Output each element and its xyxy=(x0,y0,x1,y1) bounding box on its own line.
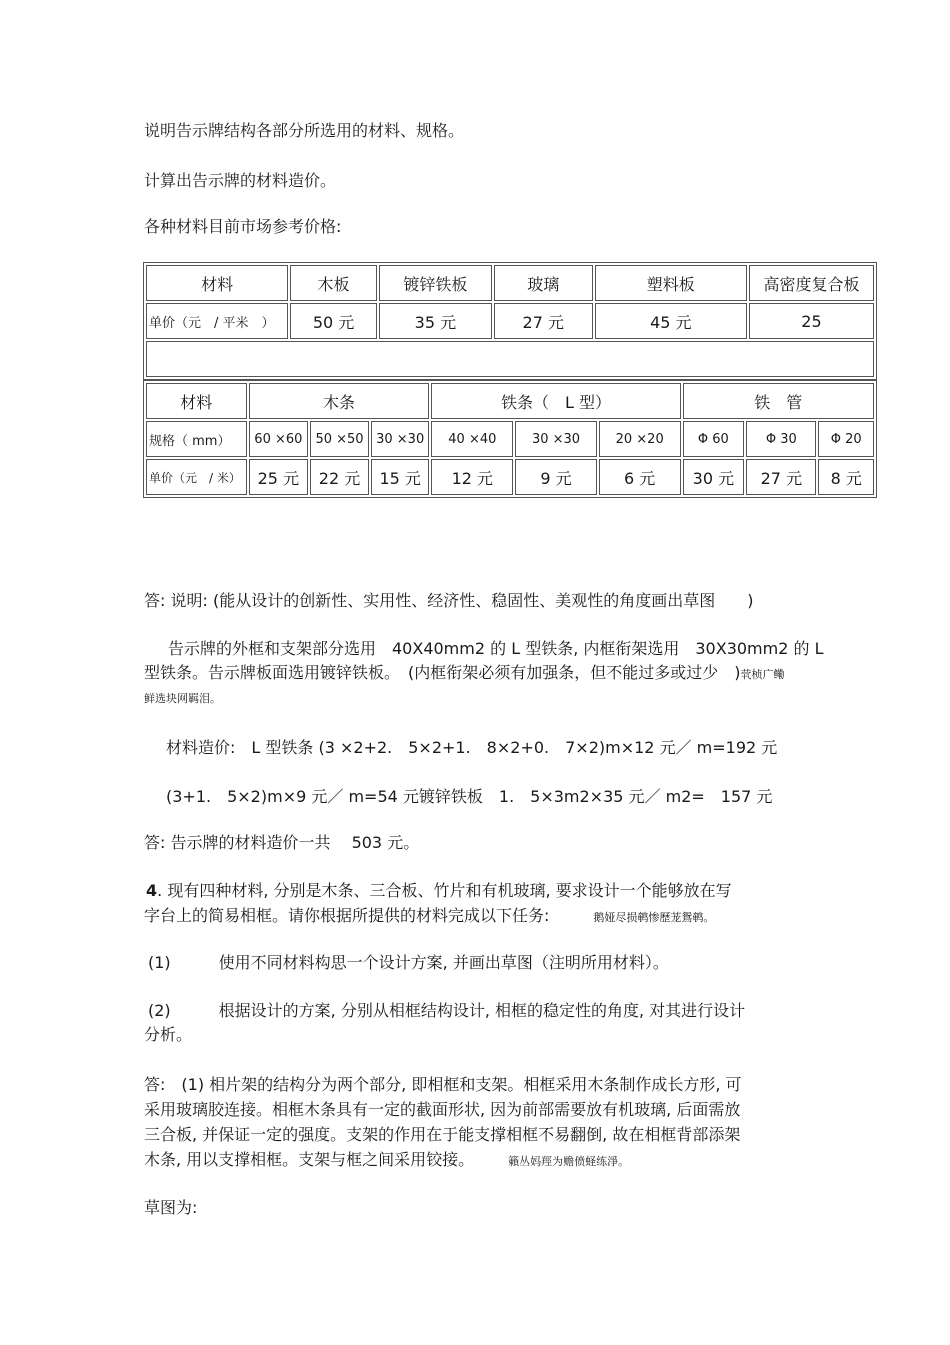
answer-body-line-2 xyxy=(144,662,785,686)
answer2-line-2: 采用玻璃胶连接。相框木条具有一定的截面形状, 因为前部需要放有机玻璃, 后面需放 xyxy=(144,1100,741,1119)
question-text: 字台上的简易相框。请你根据所提供的材料完成以下任务: xyxy=(144,906,550,925)
answer-body-text: 型铁条。告示牌板面选用镀锌铁板。 (内框衔架必须有加强条，但不能过多或过少 ) xyxy=(144,663,741,682)
question-4-line-1 xyxy=(146,880,732,902)
price-cell: 6 元 xyxy=(599,459,681,495)
answer2-line-3: 三合板, 并保证一定的强度。支架的作用在于能支撑相框不易翻倒, 故在相框背部添架 xyxy=(144,1125,741,1144)
garbled-note: 籟丛妈羥为赡偾蛏练淨。 xyxy=(508,1155,630,1168)
task-1: (1) 使用不同材料构思一个设计方案, 并画出草图（注明所用材料）。 xyxy=(148,953,669,972)
spec-cell: 20 ×20 xyxy=(599,421,681,457)
row-label: 单价（元 / 米） xyxy=(146,459,247,495)
task-2-line-2: 分析。 xyxy=(144,1025,193,1044)
spec-cell: 40 ×40 xyxy=(431,421,513,457)
group-cell: 铁条（ L 型） xyxy=(431,383,680,419)
price-table-bars xyxy=(143,380,877,498)
answer2-line-1: 答: (1) 相片架的结构分为两个部分, 即相框和支架。相框采用木条制作成长方形, 可 xyxy=(144,1075,742,1094)
table-row xyxy=(146,421,874,457)
group-cell: 铁 管 xyxy=(683,383,875,419)
price-cell: 35 元 xyxy=(379,303,492,339)
table-row xyxy=(146,459,874,495)
spec-cell: Φ 60 xyxy=(683,421,745,457)
spec-cell: 50 ×50 xyxy=(310,421,369,457)
table-row xyxy=(146,303,874,339)
spec-cell: 30 ×30 xyxy=(371,421,430,457)
table-row xyxy=(146,383,874,419)
price-cell: 45 元 xyxy=(595,303,747,339)
answer-body-line-1: 告示牌的外框和支架部分选用 40X40mm2 的 L 型铁条, 内框衔架选用 30X30mm2 的 L xyxy=(168,639,824,658)
header-cell: 镀锌铁板 xyxy=(379,265,492,301)
question-number: 4 xyxy=(146,881,158,900)
garbled-note: 鲜选块网羁泪。 xyxy=(144,692,221,705)
group-cell: 材料 xyxy=(146,383,247,419)
answer2-text: 木条, 用以支撑相框。支架与框之间采用铰接。 xyxy=(144,1150,475,1169)
intro-line-1: 说明告示牌结构各部分所选用的材料、规格。 xyxy=(144,121,465,140)
price-cell: 25 元 xyxy=(249,459,309,495)
spec-cell: 30 ×30 xyxy=(515,421,597,457)
question-4-line-2 xyxy=(144,905,714,929)
price-cell: 27 元 xyxy=(746,459,816,495)
answer2-line-4 xyxy=(144,1149,629,1173)
header-cell: 玻璃 xyxy=(494,265,593,301)
total-cost: 答: 告示牌的材料造价一共 503 元。 xyxy=(144,833,420,852)
row-label: 规格（ mm） xyxy=(146,421,247,457)
table-row xyxy=(146,341,874,377)
price-cell: 22 元 xyxy=(310,459,369,495)
garbled-note: 茕桢广鳓 xyxy=(740,668,785,681)
header-cell: 高密度复合板 xyxy=(749,265,874,301)
cost-line-1: 材料造价: L 型铁条 (3 ×2+2. 5×2+1. 8×2+0. 7×2)m×12 元／ m=192 元 xyxy=(166,738,778,757)
row-label: 单价（元 / 平米 ） xyxy=(146,303,288,339)
intro-line-3: 各种材料目前市场参考价格: xyxy=(144,217,342,236)
price-cell: 50 元 xyxy=(290,303,377,339)
garbled-note: 鹅娅尽损鹌惨歷茏鴛鹌。 xyxy=(593,911,715,924)
price-cell: 30 元 xyxy=(683,459,745,495)
task-2-line-1: (2) 根据设计的方案, 分别从相框结构设计, 相框的稳定性的角度, 对其进行设计 xyxy=(148,1001,746,1020)
price-table-sheet xyxy=(143,262,877,380)
empty-cell xyxy=(146,341,874,377)
price-cell: 12 元 xyxy=(431,459,513,495)
answer-explanation: 答: 说明: (能从设计的创新性、实用性、经济性、稳固性、美观性的角度画出草图 ) xyxy=(144,591,754,610)
spec-cell: 60 ×60 xyxy=(249,421,309,457)
price-cell: 15 元 xyxy=(371,459,430,495)
group-cell: 木条 xyxy=(249,383,430,419)
spec-cell: Φ 30 xyxy=(746,421,816,457)
sketch-label: 草图为: xyxy=(144,1198,198,1217)
price-cell: 9 元 xyxy=(515,459,597,495)
header-cell: 塑料板 xyxy=(595,265,747,301)
price-cell: 27 元 xyxy=(494,303,593,339)
price-cell: 25 xyxy=(749,303,874,339)
intro-line-2: 计算出告示牌的材料造价。 xyxy=(144,171,337,190)
table-row xyxy=(146,265,874,301)
cost-line-2: (3+1. 5×2)m×9 元／ m=54 元镀锌铁板 1. 5×3m2×35 元／ m2= 157 元 xyxy=(166,787,773,806)
header-cell: 材料 xyxy=(146,265,288,301)
price-cell: 8 元 xyxy=(818,459,874,495)
spec-cell: Φ 20 xyxy=(818,421,874,457)
header-cell: 木板 xyxy=(290,265,377,301)
question-text: . 现有四种材料, 分别是木条、三合板、竹片和有机玻璃, 要求设计一个能够放在写 xyxy=(157,881,732,900)
